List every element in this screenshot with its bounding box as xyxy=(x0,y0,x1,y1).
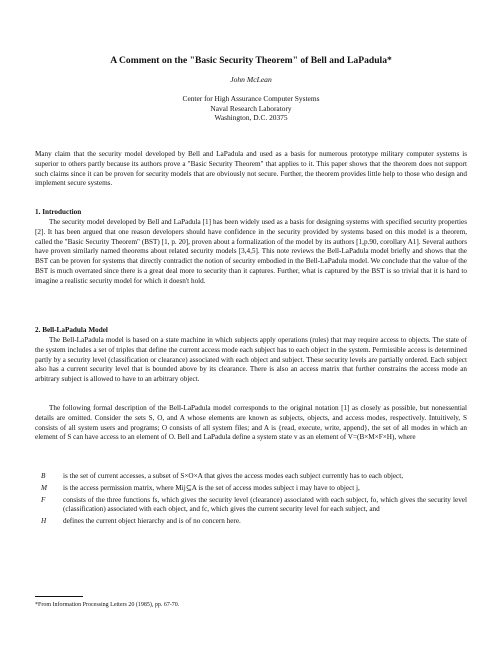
definition-text: is the access permission matrix, where Mij⊆A is the set of access modes subject i may have to object j, xyxy=(63,483,360,492)
definition-symbol: B xyxy=(41,472,46,480)
footnote: *From Information Processing Letters 20 (1985), pp. 67-70. xyxy=(35,602,180,608)
model-paragraph-1: The Bell-LaPadula model is based on a state machine in which subjects apply operations (rules) that may require access to objects. The state of the system includes a set of triples that define the current access mode each subject has to each object in the system. Permissible access is determined partly by a security level (classification or clearance) associated with each object and subject. These security levels are partially ordered. Each subject also has a current security level that is bounded above by its clearance. There is also an access matrix that further constrains the access mode an arbitrary subject is allowed to have to an arbitrary object. xyxy=(35,336,467,383)
footnote-divider xyxy=(35,596,83,597)
section-heading-model: 2. Bell-LaPadula Model xyxy=(35,326,108,334)
definition-text: consists of the three functions fs, which gives the security level (clearance) associated with each subject, fo, which gives the security level (classification) associated with each object, and fc, which gives the current security level for each subject, and xyxy=(63,495,467,514)
definition-symbol: H xyxy=(41,517,47,525)
definition-item xyxy=(35,496,467,516)
author-name: John McLean xyxy=(230,75,272,84)
definition-symbol: F xyxy=(41,495,46,504)
paper-title: A Comment on the "Basic Security Theorem" of Bell and LaPadula* xyxy=(110,55,392,66)
model-paragraph-2: The following formal description of the Bell-LaPadula model corresponds to the original notation [1] as closely as possible, but nonessential details are omitted. Consider the sets S, O, and A whose elements are known as subjects, objects, and access modes, respectively. Intuitively, S consists of all system users and programs; O consists of all system files; and A is {read, execute, write, append}, the set of all modes in which an element of S can have access to an element of O. Bell and LaPadula define a system state v as an element of V=(B×M×F×H), where xyxy=(35,404,467,442)
definition-item xyxy=(35,472,467,482)
definition-list xyxy=(35,472,467,529)
definition-item xyxy=(35,517,467,527)
definition-text: defines the current object hierarchy and is of no concern here. xyxy=(63,517,241,525)
abstract: Many claim that the security model developed by Bell and LaPadula and used as a basis for numerous prototype military computer systems is superior to others partly because its authors prove a "Basic Security Theorem" that applies to it. This paper shows that the theorem does not support such claims since it can be proven for security models that are obviously not secure. Further, the theorem provides little help to those who design and implement secure systems. xyxy=(35,150,467,188)
affiliation-line: Washington, D.C. 20375 xyxy=(214,113,288,123)
affiliation-line: Center for High Assurance Computer Systems xyxy=(182,94,320,103)
section-heading-introduction: 1. Introduction xyxy=(35,208,82,216)
definition-text: is the set of current accesses, a subset of S×O×A that gives the access modes each subject currently has to each object, xyxy=(63,472,404,480)
affiliation xyxy=(0,94,502,123)
introduction-paragraph: The security model developed by Bell and LaPadula [1] has been widely used as a basis for designing systems with specified security properties [2]. It has been argued that one reason developers should have confidence in the security provided by systems based on this model is a theorem, called the "Basic Security Theorem" (BST) [1, p. 20], proven about a formalization of the model by its authors [1,p.90, corollary A1]. Several authors have proven similarly named theorems about related security models [3,4,5]. This note reviews the Bell-LaPadula model briefly and shows that the BST can be proven for systems that directly contradict the notion of security embodied in the Bell-LaPadula model. We conclude that the value of the BST is much overrated since there is a great deal more to security than it captures. Further, what is captured by the BST is so trivial that it is hard to imagine a realistic security model for which it doesn't hold. xyxy=(35,218,467,285)
definition-item xyxy=(35,484,467,494)
definition-symbol: M xyxy=(41,483,47,492)
affiliation-line: Naval Research Laboratory xyxy=(210,103,292,113)
